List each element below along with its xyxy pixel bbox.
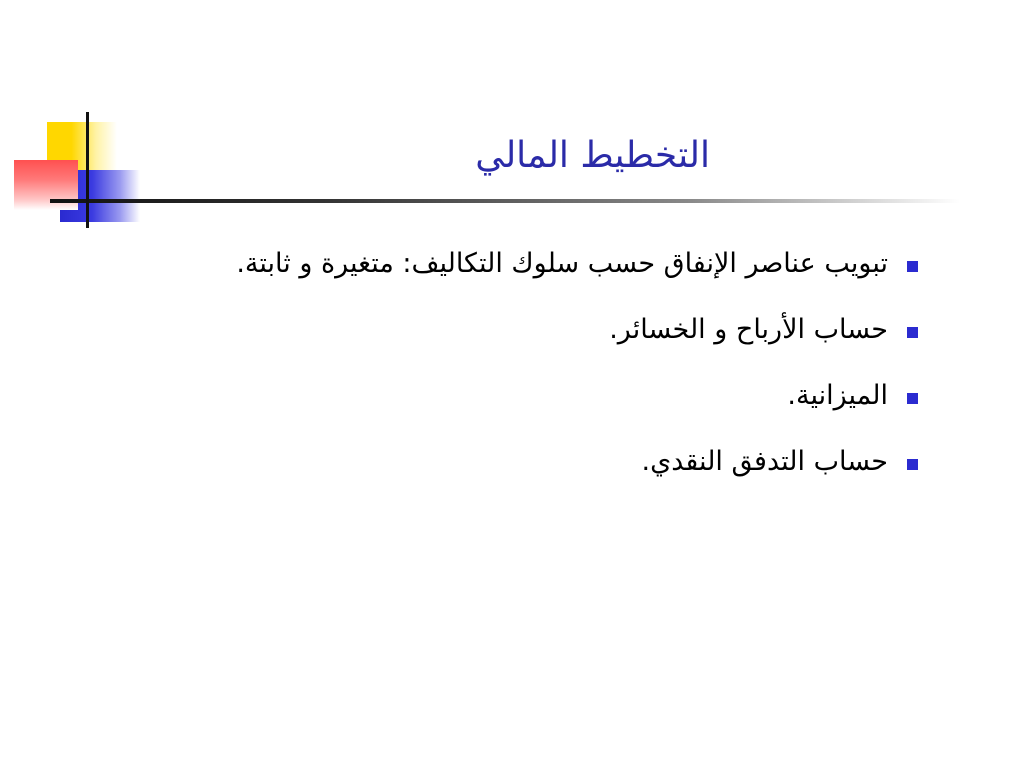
list-item: [220, 240, 920, 288]
bullet-square-icon: [907, 327, 918, 338]
bullet-text: حساب التدفق النقدي.: [641, 446, 888, 477]
list-item: [220, 372, 920, 420]
bullet-square-icon: [907, 459, 918, 470]
bullet-square-icon: [907, 393, 918, 404]
decorative-vertical-line: [86, 112, 89, 228]
list-item: [220, 306, 920, 354]
bullet-text: الميزانية.: [787, 380, 888, 411]
bullet-text: تبويب عناصر الإنفاق حسب سلوك التكاليف: متغيرة و ثابتة.: [236, 248, 888, 279]
list-item: [220, 438, 920, 486]
bullet-text: حساب الأرباح و الخسائر.: [609, 314, 888, 345]
bullet-square-icon: [907, 261, 918, 272]
bullet-list: [220, 240, 920, 504]
slide-title: التخطيط المالي: [475, 135, 710, 176]
title-underline: [50, 199, 960, 203]
